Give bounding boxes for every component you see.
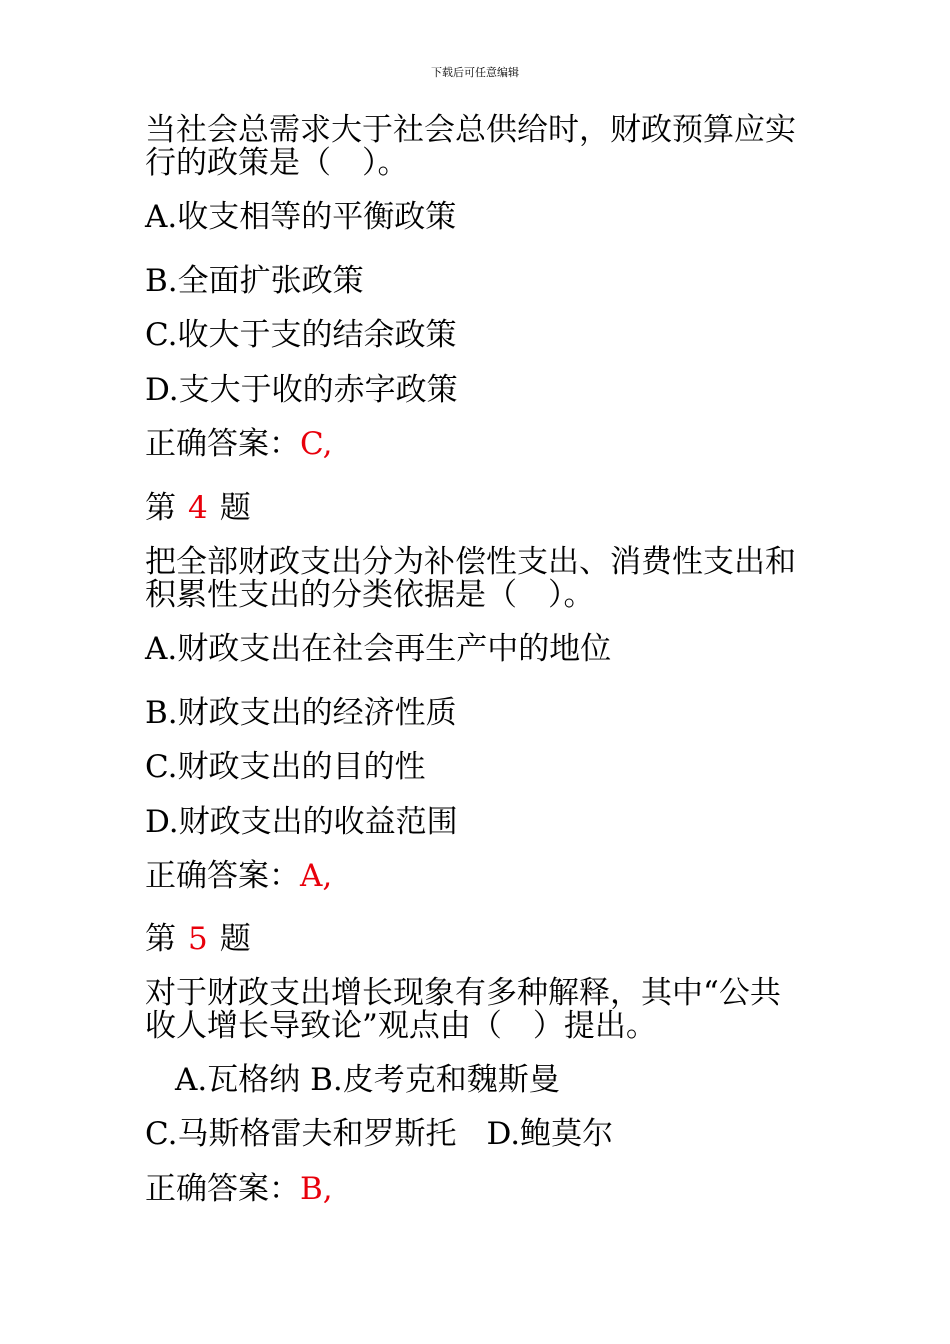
question-3-option-a: A.收支相等的平衡政策 xyxy=(145,199,457,235)
question-4-answer xyxy=(145,859,332,893)
question-3-option-b: B.全面扩张政策 xyxy=(145,263,364,299)
answer-label: 正确答案： xyxy=(145,426,300,462)
question-prefix: 第 xyxy=(145,490,176,526)
answer-value: C, xyxy=(300,426,333,462)
question-3-option-c: C.收大于支的结余政策 xyxy=(145,317,457,353)
question-4-option-b: B.财政支出的经济性质 xyxy=(145,695,457,731)
question-suffix: 题 xyxy=(219,490,251,526)
question-3-option-d: D.支大于收的赤字政策 xyxy=(145,372,458,408)
question-prefix: 第 xyxy=(145,921,176,957)
question-3-answer xyxy=(145,427,332,461)
question-4-option-a: A.财政支出在社会再生产中的地位 xyxy=(145,631,612,667)
question-5-option-c: C.马斯格雷夫和罗斯托 xyxy=(145,1116,457,1152)
question-suffix: 题 xyxy=(219,921,251,957)
answer-value: B, xyxy=(300,1171,333,1207)
answer-label: 正确答案： xyxy=(145,858,300,894)
question-5-option-a: A.瓦格纳 xyxy=(175,1062,301,1098)
question-5-stem: 对于财政支出增长现象有多种解释，其中“公共收人增长导致论”观点由（ ）提出。 xyxy=(145,975,781,1044)
question-4-option-c: C.财政支出的目的性 xyxy=(145,749,426,785)
question-5-option-b: B.皮考克和魏斯曼 xyxy=(310,1062,560,1098)
question-3-stem: 当社会总需求大于社会总供给时，财政预算应实行的政策是（ ）。 xyxy=(145,112,796,181)
question-number: 4 xyxy=(188,490,208,526)
question-4-option-d: D.财政支出的收益范围 xyxy=(145,804,458,840)
question-5-options-row-1 xyxy=(145,1063,560,1097)
question-5-heading xyxy=(145,922,251,956)
question-4-stem: 把全部财政支出分为补偿性支出、消费性支出和积累性支出的分类依据是（ ）。 xyxy=(145,544,796,613)
question-5-options-row-2 xyxy=(145,1117,613,1151)
question-number: 5 xyxy=(188,921,208,957)
question-4-heading xyxy=(145,491,251,525)
answer-value: A, xyxy=(300,858,333,894)
question-5-option-d: D.鲍莫尔 xyxy=(486,1116,614,1152)
question-5-answer xyxy=(145,1172,333,1206)
answer-label: 正确答案： xyxy=(145,1171,300,1207)
page-header: 下载后可任意编辑 xyxy=(431,66,519,79)
